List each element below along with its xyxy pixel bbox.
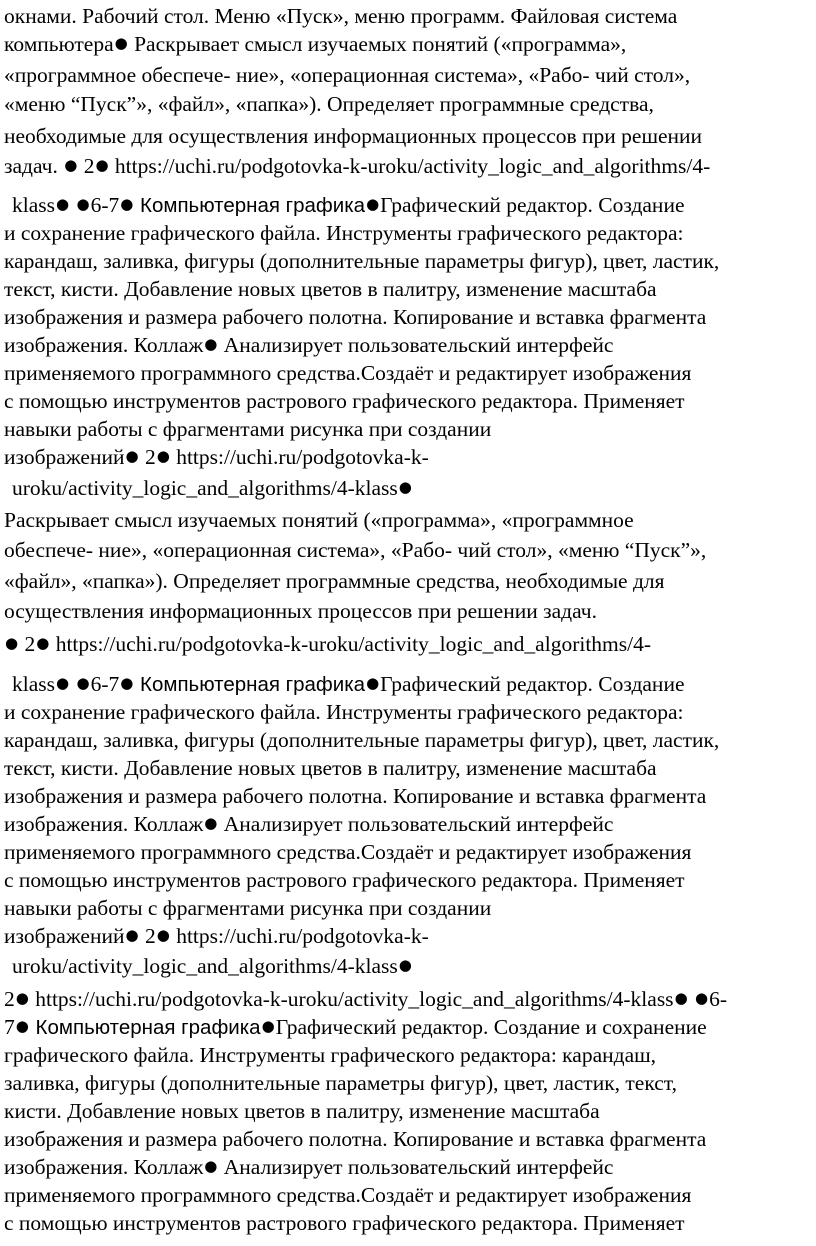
bullet-icon: ● <box>95 156 109 174</box>
bullet-icon: ● <box>156 926 170 944</box>
text-line: uroku/activity_logic_and_algorithms/4-klass● <box>12 476 412 500</box>
text-line: 2● https://uchi.ru/podgotovka-k-uroku/activity_logic_and_algorithms/4-klass● ●6- <box>4 987 728 1011</box>
text-line: «программное обеспече- ние», «операционная система», «Рабо- чий стол», <box>4 63 691 87</box>
text-line: и сохранение графического файла. Инструменты графического редактора: <box>4 700 684 724</box>
text-line: с помощью инструментов растрового графического редактора. Применяет <box>4 1211 685 1235</box>
text-line: klass● ●6-7● Компьютерная графика●Графический редактор. Создание <box>12 193 685 217</box>
text-line: ● 2● https://uchi.ru/podgotovka-k-uroku/activity_logic_and_algorithms/4- <box>5 632 652 656</box>
bullet-icon: ● <box>125 926 139 944</box>
text-line: осуществления информационных процессов при решении задач. <box>4 599 597 623</box>
text-line: «файл», «папка»). Определяет программные средства, необходимые для <box>4 569 665 593</box>
bullet-icon: ● <box>204 814 218 832</box>
text-line: с помощью инструментов растрового графического редактора. Применяет <box>4 389 685 413</box>
text-line: применяемого программного средства.Создаёт и редактирует изображения <box>4 361 692 385</box>
bullet-icon: ● <box>120 195 134 213</box>
text-line: текст, кисти. Добавление новых цветов в палитру, изменение масштаба <box>4 756 657 780</box>
bullet-icon: ● <box>15 1017 29 1035</box>
bullet-icon: ● <box>64 156 78 174</box>
bullet-icon: ● <box>114 34 128 52</box>
bullet-icon: ● <box>56 195 70 213</box>
text-line: навыки работы с фрагментами рисунка при создании <box>4 896 492 920</box>
bullet-icon: ● <box>156 447 170 465</box>
text-line: с помощью инструментов растрового графического редактора. Применяет <box>4 868 685 892</box>
text-line: необходимые для осуществления информационных процессов при решении <box>4 124 703 148</box>
text-line: навыки работы с фрагментами рисунка при создании <box>4 417 492 441</box>
bullet-icon: ● <box>56 674 70 692</box>
text-line: изображения и размера рабочего полотна. Копирование и вставка фрагмента <box>4 305 707 329</box>
text-line: 7● Компьютерная графика●Графический редактор. Создание и сохранение <box>4 1015 707 1039</box>
text-line: Раскрывает смысл изучаемых понятий («программа», «программное <box>4 508 634 532</box>
bullet-icon: ● <box>695 989 709 1007</box>
text-line: изображений● 2● https://uchi.ru/podgotovka-k- <box>4 924 429 948</box>
text-line: задач. ● 2● https://uchi.ru/podgotovka-k-uroku/activity_logic_and_algorithms/4- <box>4 154 711 178</box>
text-line: uroku/activity_logic_and_algorithms/4-klass● <box>12 954 412 978</box>
text-line: текст, кисти. Добавление новых цветов в палитру, изменение масштаба <box>4 277 657 301</box>
text-line: klass● ●6-7● Компьютерная графика●Графический редактор. Создание <box>12 672 685 696</box>
text-line: карандаш, заливка, фигуры (дополнительные параметры фигур), цвет, ластик, <box>4 249 720 273</box>
bullet-icon: ● <box>204 1157 218 1175</box>
text-line: карандаш, заливка, фигуры (дополнительные параметры фигур), цвет, ластик, <box>4 728 720 752</box>
text-line: заливка, фигуры (дополнительные параметры фигур), цвет, ластик, текст, <box>4 1071 677 1095</box>
bullet-icon: ● <box>261 1017 275 1035</box>
bullet-icon: ● <box>15 989 29 1007</box>
bullet-icon: ● <box>366 674 380 692</box>
text-line: обеспече- ние», «операционная система», «Рабо- чий стол», «меню “Пуск”», <box>4 538 707 562</box>
text-line: окнами. Рабочий стол. Меню «Пуск», меню программ. Файловая система <box>4 4 678 28</box>
text-line: компьютера● Раскрывает смысл изучаемых понятий («программа», <box>4 32 627 56</box>
text-line: изображения. Коллаж● Анализирует пользовательский интерфейс <box>4 333 614 357</box>
text-line: и сохранение графического файла. Инструменты графического редактора: <box>4 221 684 245</box>
bullet-icon: ● <box>398 478 412 496</box>
bullet-icon: ● <box>204 335 218 353</box>
bullet-icon: ● <box>76 674 90 692</box>
text-line: изображения и размера рабочего полотна. Копирование и вставка фрагмента <box>4 1127 707 1151</box>
bullet-icon: ● <box>125 447 139 465</box>
bullet-icon: ● <box>36 634 50 652</box>
text-line: изображения и размера рабочего полотна. Копирование и вставка фрагмента <box>4 784 707 808</box>
bullet-icon: ● <box>5 634 19 652</box>
bullet-icon: ● <box>398 956 412 974</box>
text-line: применяемого программного средства.Создаёт и редактирует изображения <box>4 840 692 864</box>
bullet-icon: ● <box>76 195 90 213</box>
text-line: изображения. Коллаж● Анализирует пользовательский интерфейс <box>4 1155 614 1179</box>
text-line: кисти. Добавление новых цветов в палитру, изменение масштаба <box>4 1099 600 1123</box>
text-line: изображений● 2● https://uchi.ru/podgotovka-k- <box>4 445 429 469</box>
text-line: «меню “Пуск”», «файл», «папка»). Определяет программные средства, <box>4 92 654 116</box>
text-line: применяемого программного средства.Создаёт и редактирует изображения <box>4 1183 692 1207</box>
bullet-icon: ● <box>120 674 134 692</box>
text-line: изображения. Коллаж● Анализирует пользовательский интерфейс <box>4 812 614 836</box>
bullet-icon: ● <box>366 195 380 213</box>
text-line: графического файла. Инструменты графического редактора: карандаш, <box>4 1043 657 1067</box>
bullet-icon: ● <box>674 989 688 1007</box>
